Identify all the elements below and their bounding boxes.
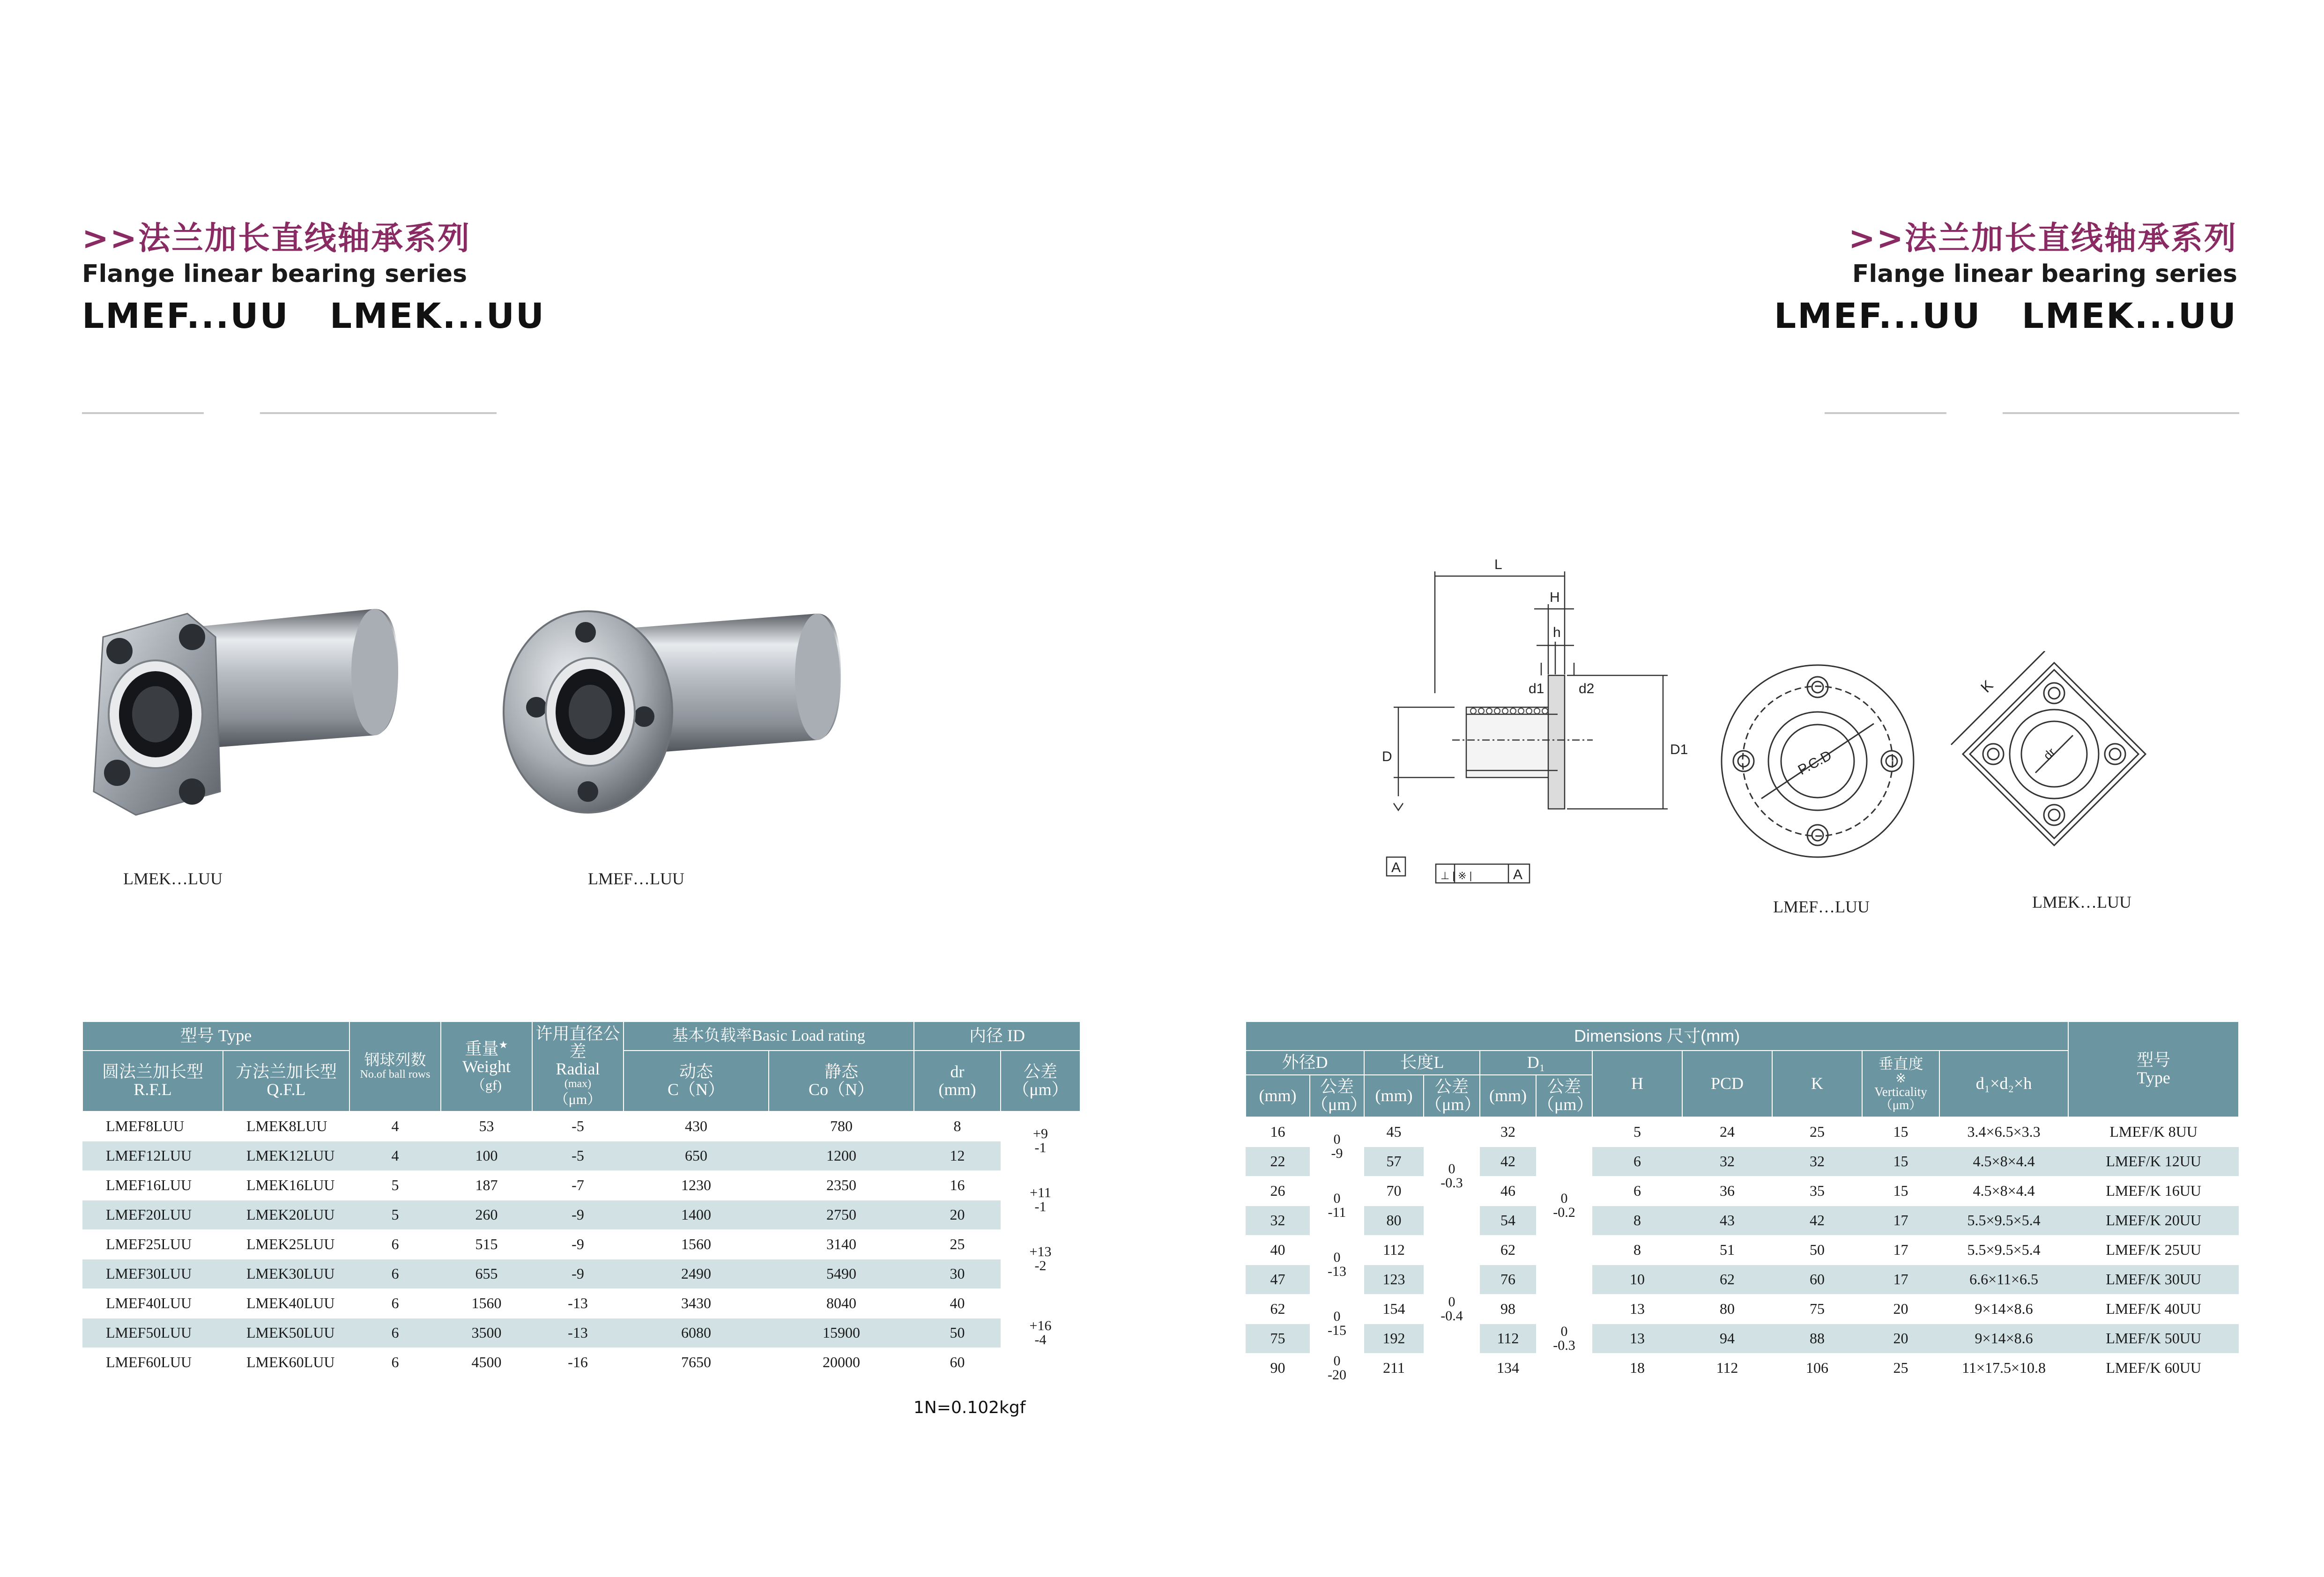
cell-H: 13 bbox=[1592, 1324, 1682, 1353]
col-header-verticality: 垂直度 ※ Verticality （μm） bbox=[1862, 1051, 1939, 1117]
table-row bbox=[82, 1318, 1080, 1347]
cell-H: 6 bbox=[1592, 1176, 1682, 1206]
table-row bbox=[1246, 1353, 2239, 1383]
cell-dr: 50 bbox=[914, 1318, 1001, 1347]
col-header-type: 型号 Type bbox=[82, 1022, 349, 1051]
cell-dd: 4.5×8×4.4 bbox=[1939, 1147, 2068, 1176]
cell-dd: 4.5×8×4.4 bbox=[1939, 1176, 2068, 1206]
cell-weight: 100 bbox=[441, 1141, 532, 1170]
svg-text:dr: dr bbox=[2040, 745, 2058, 763]
svg-text:d1: d1 bbox=[1529, 681, 1544, 696]
right-dimension-table bbox=[1245, 1021, 2239, 1383]
col-header-type: 型号 Type bbox=[2068, 1022, 2239, 1117]
cell-id-tolerance: +11 -1 bbox=[1001, 1170, 1080, 1229]
cell-type: LMEF/K 25UU bbox=[2068, 1235, 2239, 1265]
svg-text:L: L bbox=[1494, 557, 1502, 572]
cell-rfl: LMEF25LUU bbox=[82, 1229, 223, 1259]
table-row bbox=[1246, 1206, 2239, 1235]
divider bbox=[2003, 412, 2239, 414]
cell-H: 6 bbox=[1592, 1147, 1682, 1176]
cell-K: 60 bbox=[1772, 1265, 1862, 1294]
cell-stat: 8040 bbox=[769, 1288, 914, 1318]
cell-radial: -9 bbox=[532, 1229, 624, 1259]
svg-text:A: A bbox=[1513, 867, 1523, 882]
table-row bbox=[1246, 1265, 2239, 1294]
cell-D1: 32 bbox=[1480, 1117, 1536, 1147]
table-row bbox=[1246, 1117, 2239, 1147]
table-row bbox=[82, 1347, 1080, 1377]
right-page bbox=[1162, 0, 2324, 1577]
cell-rows: 6 bbox=[349, 1259, 441, 1288]
cell-dr: 12 bbox=[914, 1141, 1001, 1170]
cell-K: 75 bbox=[1772, 1294, 1862, 1324]
cell-qfl: LMEK20LUU bbox=[223, 1200, 349, 1229]
table-row bbox=[1246, 1324, 2239, 1353]
cell-K: 25 bbox=[1772, 1117, 1862, 1147]
cell-vert: 25 bbox=[1862, 1353, 1939, 1383]
cell-dr: 25 bbox=[914, 1229, 1001, 1259]
cell-weight: 3500 bbox=[441, 1318, 532, 1347]
svg-text:D: D bbox=[1382, 749, 1392, 764]
cell-radial: -13 bbox=[532, 1318, 624, 1347]
cell-type: LMEF/K 50UU bbox=[2068, 1324, 2239, 1353]
cell-length-tolerance: 0 -0.3 bbox=[1424, 1117, 1480, 1235]
cell-type: LMEF/K 12UU bbox=[2068, 1147, 2239, 1176]
cell-rfl: LMEF12LUU bbox=[82, 1141, 223, 1170]
cell-dyn: 6080 bbox=[624, 1318, 769, 1347]
col-header-d1-tol: 公差 （μm） bbox=[1536, 1075, 1592, 1117]
cell-stat: 3140 bbox=[769, 1229, 914, 1259]
cell-D1: 54 bbox=[1480, 1206, 1536, 1235]
cell-weight: 260 bbox=[441, 1200, 532, 1229]
cell-PCD: 94 bbox=[1682, 1324, 1772, 1353]
col-header-K: K bbox=[1772, 1051, 1862, 1117]
cell-D1: 42 bbox=[1480, 1147, 1536, 1176]
svg-text:⊥ | ※ |: ⊥ | ※ | bbox=[1440, 870, 1472, 881]
table-row bbox=[82, 1259, 1080, 1288]
cell-vert: 17 bbox=[1862, 1206, 1939, 1235]
cell-D1: 46 bbox=[1480, 1176, 1536, 1206]
col-header-dimensions: Dimensions 尺寸(mm) bbox=[1246, 1022, 2068, 1051]
cell-rfl: LMEF8LUU bbox=[82, 1111, 223, 1141]
col-header-dr: dr (mm) bbox=[914, 1051, 1001, 1111]
page-title-en: Flange linear bearing series bbox=[82, 260, 468, 288]
page-title-model: LMEF...UU LMEK...UU bbox=[82, 296, 546, 336]
cell-L: 45 bbox=[1364, 1117, 1424, 1147]
lmef-caption: LMEF…LUU bbox=[588, 869, 684, 888]
cell-qfl: LMEK60LUU bbox=[223, 1347, 349, 1377]
cell-D1: 76 bbox=[1480, 1265, 1536, 1294]
col-header-length: 长度L bbox=[1364, 1051, 1480, 1075]
lmef-drawing-caption: LMEF…LUU bbox=[1773, 897, 1870, 916]
cell-PCD: 112 bbox=[1682, 1353, 1772, 1383]
cell-weight: 4500 bbox=[441, 1347, 532, 1377]
cell-rfl: LMEF50LUU bbox=[82, 1318, 223, 1347]
cell-id-tolerance: +9 -1 bbox=[1001, 1111, 1080, 1170]
page-title-en: Flange linear bearing series bbox=[1852, 260, 2237, 288]
table-row bbox=[1246, 1294, 2239, 1324]
cell-d1-tolerance: 0 -0.2 bbox=[1536, 1117, 1592, 1294]
cell-dyn: 2490 bbox=[624, 1259, 769, 1288]
table-row bbox=[1246, 1147, 2239, 1176]
cell-od-tolerance: 0 -13 bbox=[1310, 1235, 1364, 1294]
cell-H: 8 bbox=[1592, 1206, 1682, 1235]
cell-stat: 780 bbox=[769, 1111, 914, 1141]
cell-radial: -9 bbox=[532, 1200, 624, 1229]
cell-D: 26 bbox=[1246, 1176, 1310, 1206]
cell-weight: 515 bbox=[441, 1229, 532, 1259]
col-header-d1d2h: d₁×d₂×h bbox=[1939, 1051, 2068, 1117]
cell-vert: 17 bbox=[1862, 1265, 1939, 1294]
cell-K: 50 bbox=[1772, 1235, 1862, 1265]
col-header-rfl: 圆法兰加长型 R.F.L bbox=[82, 1051, 223, 1111]
cell-type: LMEF/K 20UU bbox=[2068, 1206, 2239, 1235]
cell-rows: 6 bbox=[349, 1318, 441, 1347]
cell-L: 112 bbox=[1364, 1235, 1424, 1265]
cell-H: 13 bbox=[1592, 1294, 1682, 1324]
svg-text:A: A bbox=[1391, 860, 1401, 875]
cell-stat: 2750 bbox=[769, 1200, 914, 1229]
svg-text:P.C.D: P.C.D bbox=[1795, 748, 1834, 778]
table-row bbox=[82, 1141, 1080, 1170]
col-header-d1-mm: (mm) bbox=[1480, 1075, 1536, 1117]
cell-PCD: 24 bbox=[1682, 1117, 1772, 1147]
divider bbox=[1825, 412, 1946, 414]
lmef-product-photo bbox=[494, 595, 850, 838]
cell-id-tolerance: +13 -2 bbox=[1001, 1229, 1080, 1288]
col-header-len-tol: 公差 （μm） bbox=[1424, 1075, 1480, 1117]
cell-d1-tolerance: 0 -0.3 bbox=[1536, 1294, 1592, 1383]
col-header-H: H bbox=[1592, 1051, 1682, 1117]
table-row bbox=[1246, 1235, 2239, 1265]
cell-K: 42 bbox=[1772, 1206, 1862, 1235]
col-header-len-mm: (mm) bbox=[1364, 1075, 1424, 1117]
cell-dr: 30 bbox=[914, 1259, 1001, 1288]
page-title-cn: >>法兰加长直线轴承系列 bbox=[82, 220, 471, 257]
cell-D: 40 bbox=[1246, 1235, 1310, 1265]
cell-id-tolerance: +16 -4 bbox=[1001, 1288, 1080, 1377]
col-header-static: 静态 Co（N） bbox=[769, 1051, 914, 1111]
cell-type: LMEF/K 40UU bbox=[2068, 1294, 2239, 1324]
col-header-PCD: PCD bbox=[1682, 1051, 1772, 1117]
col-header-weight: 重量★ Weight （gf) bbox=[441, 1022, 532, 1111]
cell-D1: 134 bbox=[1480, 1353, 1536, 1383]
cell-H: 8 bbox=[1592, 1235, 1682, 1265]
svg-text:K: K bbox=[1977, 677, 1997, 696]
divider bbox=[260, 412, 497, 414]
cell-vert: 15 bbox=[1862, 1117, 1939, 1147]
cell-od-tolerance: 0 -9 bbox=[1310, 1117, 1364, 1176]
cell-dd: 3.4×6.5×3.3 bbox=[1939, 1117, 2068, 1147]
lmek-caption: LMEK…LUU bbox=[123, 869, 223, 888]
cell-stat: 2350 bbox=[769, 1170, 914, 1200]
cell-dyn: 1560 bbox=[624, 1229, 769, 1259]
cell-D: 22 bbox=[1246, 1147, 1310, 1176]
cell-PCD: 51 bbox=[1682, 1235, 1772, 1265]
cell-rows: 4 bbox=[349, 1111, 441, 1141]
left-spec-table bbox=[82, 1021, 1081, 1377]
cell-rfl: LMEF40LUU bbox=[82, 1288, 223, 1318]
cell-vert: 20 bbox=[1862, 1324, 1939, 1353]
cell-rfl: LMEF60LUU bbox=[82, 1347, 223, 1377]
cell-weight: 187 bbox=[441, 1170, 532, 1200]
cell-weight: 655 bbox=[441, 1259, 532, 1288]
cell-dyn: 1230 bbox=[624, 1170, 769, 1200]
cell-dr: 40 bbox=[914, 1288, 1001, 1318]
cell-qfl: LMEK25LUU bbox=[223, 1229, 349, 1259]
cell-vert: 15 bbox=[1862, 1176, 1939, 1206]
col-header-qfl: 方法兰加长型 Q.F.L bbox=[223, 1051, 349, 1111]
col-header-tolerance: 公差 （μm） bbox=[1001, 1051, 1080, 1111]
cell-D1: 62 bbox=[1480, 1235, 1536, 1265]
divider bbox=[82, 412, 204, 414]
table-row bbox=[82, 1200, 1080, 1229]
cell-weight: 53 bbox=[441, 1111, 532, 1141]
cell-H: 5 bbox=[1592, 1117, 1682, 1147]
col-header-radial: 许用直径公差 Radial (max) （μm） bbox=[532, 1022, 624, 1111]
cell-K: 106 bbox=[1772, 1353, 1862, 1383]
table-row bbox=[82, 1229, 1080, 1259]
cell-radial: -13 bbox=[532, 1288, 624, 1318]
col-header-load: 基本负载率Basic Load rating bbox=[624, 1022, 914, 1051]
cell-radial: -9 bbox=[532, 1259, 624, 1288]
cell-stat: 5490 bbox=[769, 1259, 914, 1288]
cell-rows: 6 bbox=[349, 1347, 441, 1377]
cell-vert: 15 bbox=[1862, 1147, 1939, 1176]
cell-D: 16 bbox=[1246, 1117, 1310, 1147]
cell-vert: 17 bbox=[1862, 1235, 1939, 1265]
cell-K: 35 bbox=[1772, 1176, 1862, 1206]
cell-qfl: LMEK40LUU bbox=[223, 1288, 349, 1318]
cell-L: 80 bbox=[1364, 1206, 1424, 1235]
cell-PCD: 32 bbox=[1682, 1147, 1772, 1176]
col-header-d1: D₁ bbox=[1480, 1051, 1592, 1075]
cell-PCD: 80 bbox=[1682, 1294, 1772, 1324]
cell-rows: 6 bbox=[349, 1229, 441, 1259]
cell-radial: -16 bbox=[532, 1347, 624, 1377]
round-flange-drawing bbox=[1710, 653, 1925, 869]
col-header-od-tol: 公差 （μm） bbox=[1310, 1075, 1364, 1117]
cell-qfl: LMEK30LUU bbox=[223, 1259, 349, 1288]
table-row bbox=[82, 1170, 1080, 1200]
cell-type: LMEF/K 60UU bbox=[2068, 1353, 2239, 1383]
cell-type: LMEF/K 16UU bbox=[2068, 1176, 2239, 1206]
cell-rows: 4 bbox=[349, 1141, 441, 1170]
cell-D: 47 bbox=[1246, 1265, 1310, 1294]
section-drawing bbox=[1312, 553, 1752, 895]
lmek-product-photo bbox=[75, 595, 412, 848]
cell-od-tolerance: 0 -20 bbox=[1310, 1353, 1364, 1383]
cell-L: 70 bbox=[1364, 1176, 1424, 1206]
cell-K: 88 bbox=[1772, 1324, 1862, 1353]
cell-radial: -7 bbox=[532, 1170, 624, 1200]
cell-od-tolerance: 0 -15 bbox=[1310, 1294, 1364, 1353]
cell-H: 10 bbox=[1592, 1265, 1682, 1294]
cell-D: 62 bbox=[1246, 1294, 1310, 1324]
cell-dyn: 650 bbox=[624, 1141, 769, 1170]
cell-dr: 16 bbox=[914, 1170, 1001, 1200]
cell-rows: 5 bbox=[349, 1200, 441, 1229]
svg-text:h: h bbox=[1553, 625, 1561, 640]
svg-text:d2: d2 bbox=[1579, 681, 1595, 696]
cell-L: 211 bbox=[1364, 1353, 1424, 1383]
cell-dd: 5.5×9.5×5.4 bbox=[1939, 1206, 2068, 1235]
cell-L: 192 bbox=[1364, 1324, 1424, 1353]
cell-D: 90 bbox=[1246, 1353, 1310, 1383]
page-title-model: LMEF...UU LMEK...UU bbox=[1774, 296, 2237, 336]
cell-vert: 20 bbox=[1862, 1294, 1939, 1324]
cell-dyn: 1400 bbox=[624, 1200, 769, 1229]
square-flange-drawing bbox=[1949, 651, 2160, 862]
cell-rfl: LMEF16LUU bbox=[82, 1170, 223, 1200]
cell-L: 154 bbox=[1364, 1294, 1424, 1324]
cell-od-tolerance: 0 -11 bbox=[1310, 1176, 1364, 1235]
cell-D1: 98 bbox=[1480, 1294, 1536, 1324]
col-header-id: 内径 ID bbox=[914, 1022, 1080, 1051]
cell-dd: 6.6×11×6.5 bbox=[1939, 1265, 2068, 1294]
cell-rfl: LMEF30LUU bbox=[82, 1259, 223, 1288]
cell-type: LMEF/K 30UU bbox=[2068, 1265, 2239, 1294]
cell-radial: -5 bbox=[532, 1111, 624, 1141]
cell-PCD: 62 bbox=[1682, 1265, 1772, 1294]
cell-dd: 9×14×8.6 bbox=[1939, 1294, 2068, 1324]
cell-rfl: LMEF20LUU bbox=[82, 1200, 223, 1229]
col-header-dynamic: 动态 C（N） bbox=[624, 1051, 769, 1111]
cell-dd: 11×17.5×10.8 bbox=[1939, 1353, 2068, 1383]
cell-qfl: LMEK50LUU bbox=[223, 1318, 349, 1347]
cell-H: 18 bbox=[1592, 1353, 1682, 1383]
cell-dyn: 7650 bbox=[624, 1347, 769, 1377]
cell-dr: 20 bbox=[914, 1200, 1001, 1229]
col-header-rows: 钢球列数 No.of ball rows bbox=[349, 1022, 441, 1111]
cell-rows: 5 bbox=[349, 1170, 441, 1200]
cell-L: 57 bbox=[1364, 1147, 1424, 1176]
cell-PCD: 36 bbox=[1682, 1176, 1772, 1206]
cell-PCD: 43 bbox=[1682, 1206, 1772, 1235]
col-header-od: 外径D bbox=[1246, 1051, 1364, 1075]
cell-D: 32 bbox=[1246, 1206, 1310, 1235]
cell-qfl: LMEK12LUU bbox=[223, 1141, 349, 1170]
cell-radial: -5 bbox=[532, 1141, 624, 1170]
cell-qfl: LMEK8LUU bbox=[223, 1111, 349, 1141]
cell-dr: 60 bbox=[914, 1347, 1001, 1377]
cell-qfl: LMEK16LUU bbox=[223, 1170, 349, 1200]
cell-dr: 8 bbox=[914, 1111, 1001, 1141]
table-row bbox=[82, 1111, 1080, 1141]
cell-stat: 20000 bbox=[769, 1347, 914, 1377]
cell-D: 75 bbox=[1246, 1324, 1310, 1353]
page-title-cn: >>法兰加长直线轴承系列 bbox=[1849, 220, 2237, 257]
table-row bbox=[1246, 1176, 2239, 1206]
cell-type: LMEF/K 8UU bbox=[2068, 1117, 2239, 1147]
col-header-od-mm: (mm) bbox=[1246, 1075, 1310, 1117]
cell-dyn: 3430 bbox=[624, 1288, 769, 1318]
cell-K: 32 bbox=[1772, 1147, 1862, 1176]
cell-stat: 15900 bbox=[769, 1318, 914, 1347]
lmek-drawing-caption: LMEK…LUU bbox=[2032, 893, 2131, 911]
svg-text:D1: D1 bbox=[1670, 742, 1688, 757]
cell-dd: 9×14×8.6 bbox=[1939, 1324, 2068, 1353]
cell-dyn: 430 bbox=[624, 1111, 769, 1141]
cell-length-tolerance: 0 -0.4 bbox=[1424, 1235, 1480, 1383]
cell-L: 123 bbox=[1364, 1265, 1424, 1294]
unit-note: 1N=0.102kgf bbox=[913, 1398, 1026, 1417]
cell-stat: 1200 bbox=[769, 1141, 914, 1170]
svg-text:H: H bbox=[1550, 590, 1560, 605]
cell-weight: 1560 bbox=[441, 1288, 532, 1318]
table-row bbox=[82, 1288, 1080, 1318]
cell-rows: 6 bbox=[349, 1288, 441, 1318]
cell-D1: 112 bbox=[1480, 1324, 1536, 1353]
cell-dd: 5.5×9.5×5.4 bbox=[1939, 1235, 2068, 1265]
